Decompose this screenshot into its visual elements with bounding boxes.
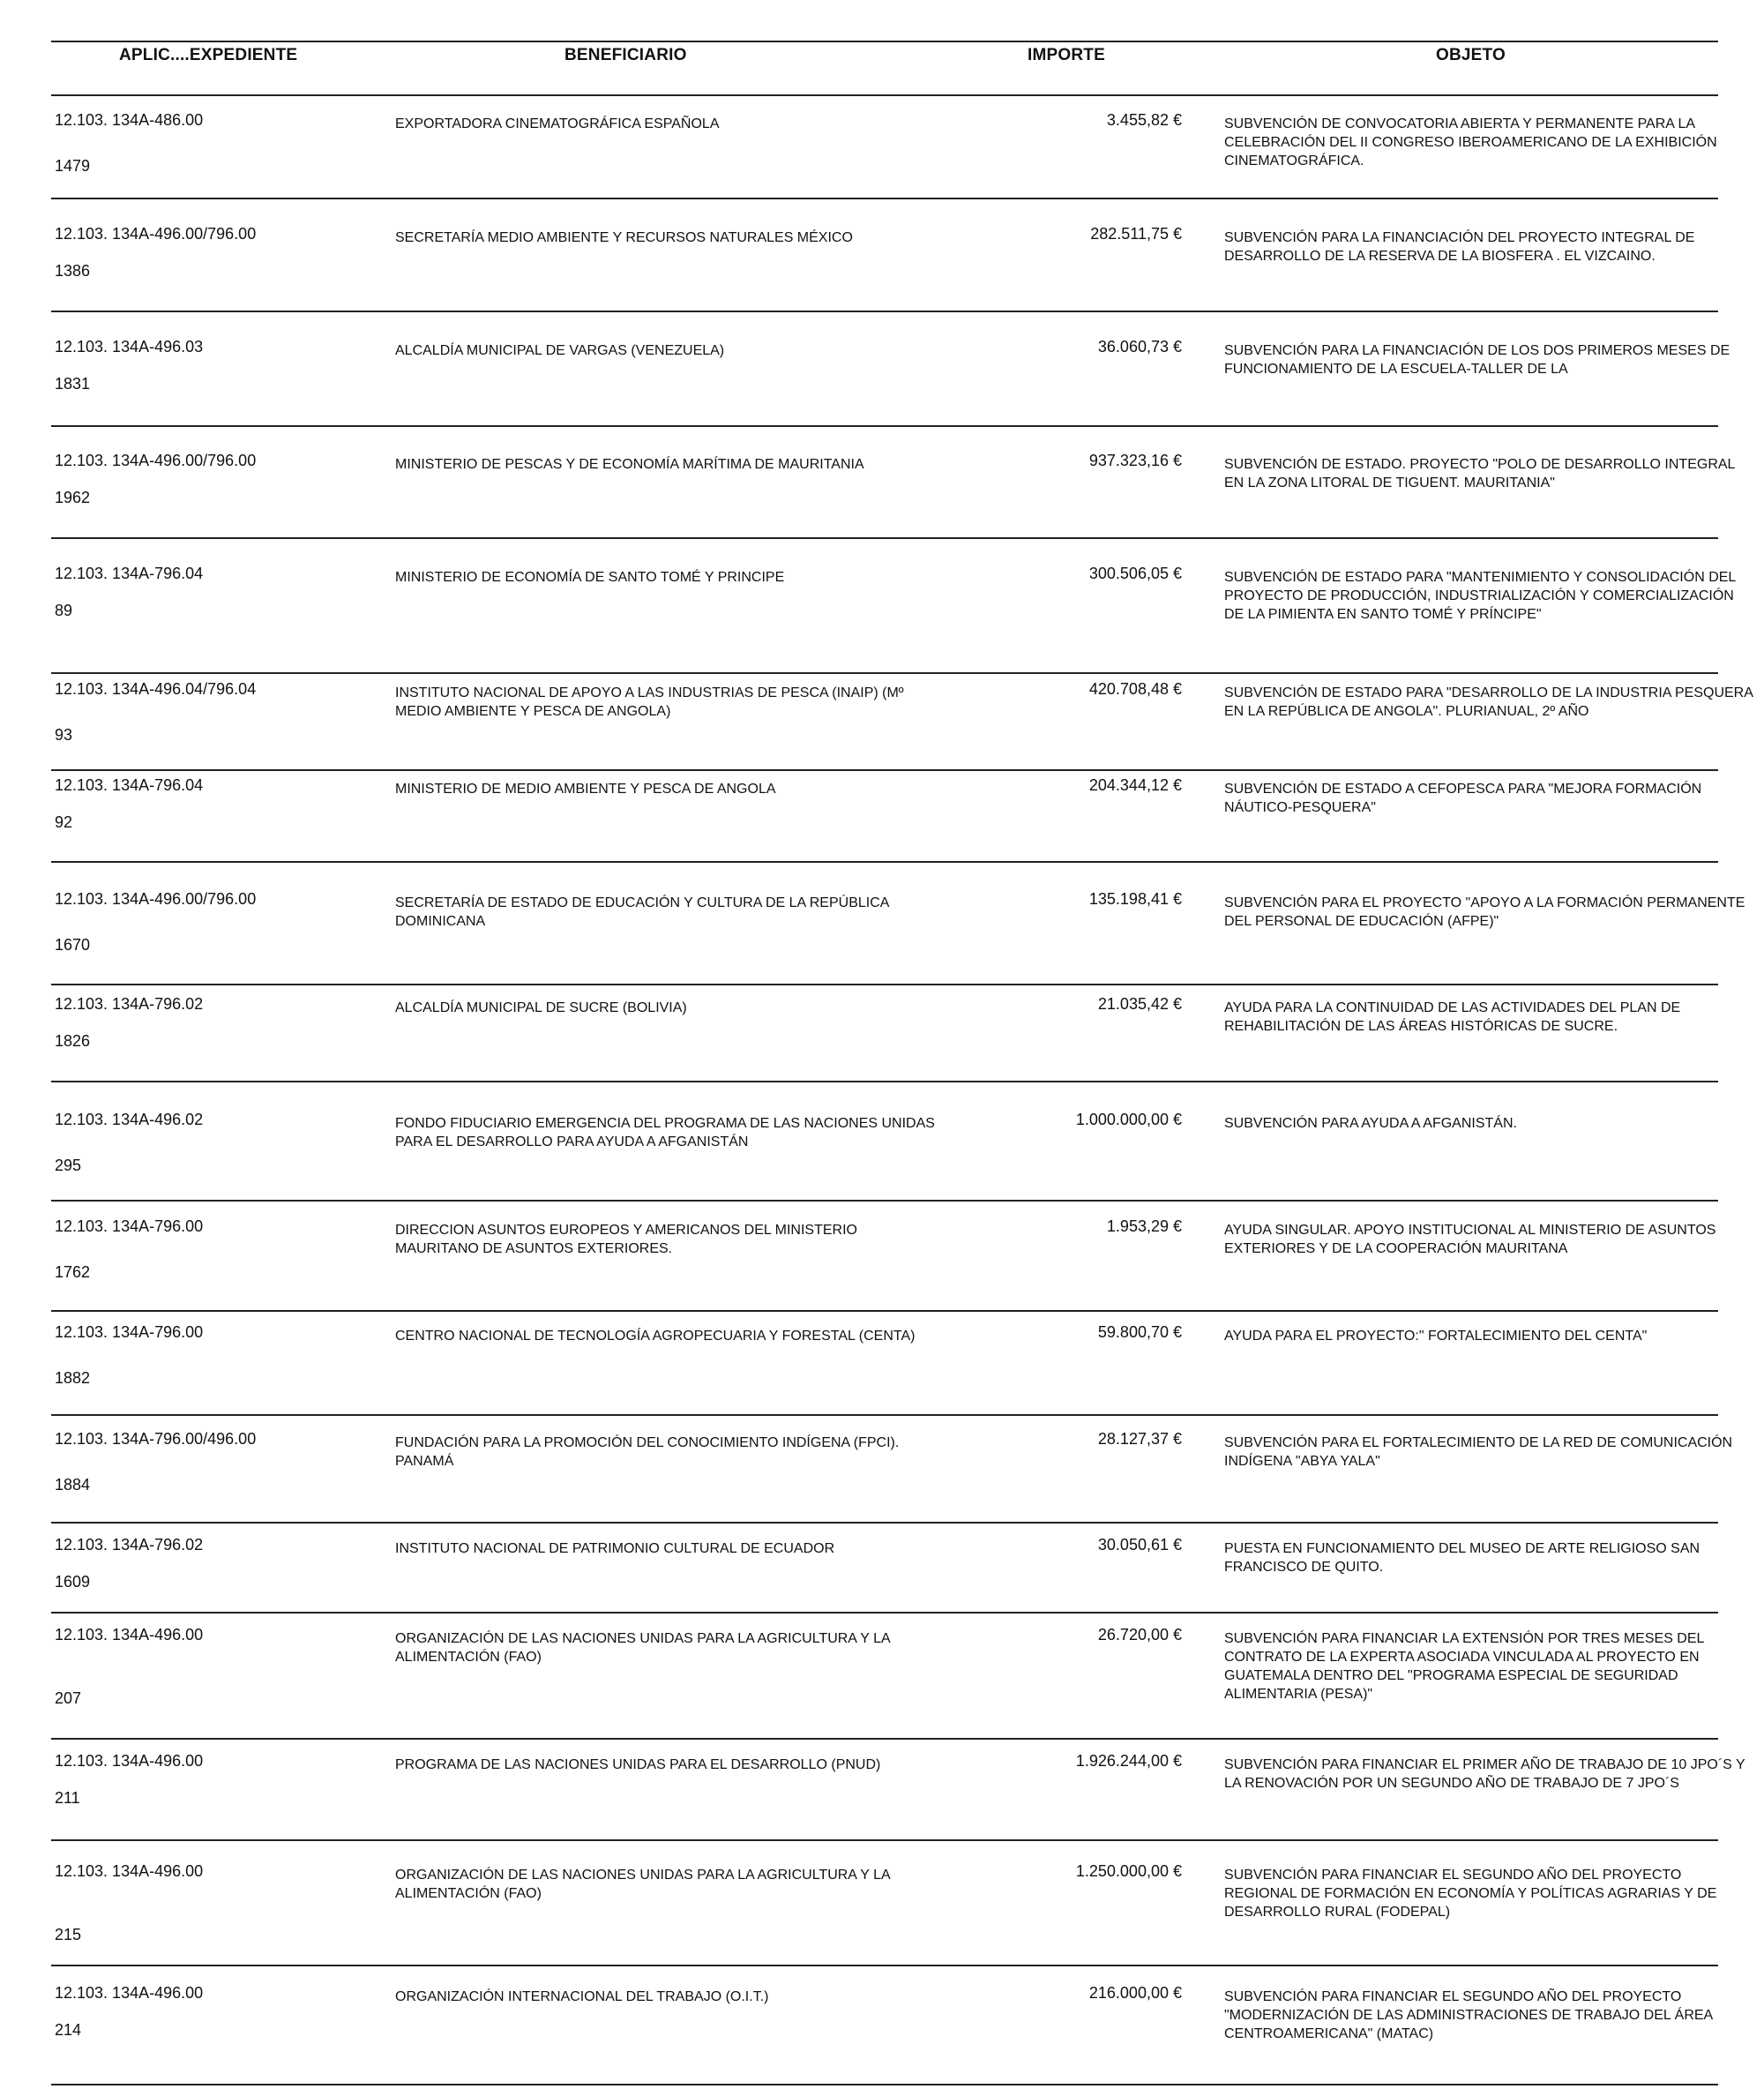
aplicacion-cell: 12.103. 134A-796.02 [55, 995, 204, 1013]
expediente-cell: 1831 [55, 375, 91, 393]
beneficiario-cell: FUNDACIÓN PARA LA PROMOCIÓN DEL CONOCIMIENTO INDÍGENA (FPCI). PANAMÁ [395, 1435, 900, 1469]
row-separator [51, 425, 1718, 427]
beneficiario-cell: ORGANIZACIÓN INTERNACIONAL DEL TRABAJO (O.I.T.) [395, 1989, 769, 2004]
aplicacion-cell: 12.103. 134A-496.00/796.00 [55, 225, 257, 243]
row-separator [51, 769, 1718, 771]
beneficiario-cell: ORGANIZACIÓN DE LAS NACIONES UNIDAS PARA LA AGRICULTURA Y LA ALIMENTACIÓN (FAO) [395, 1631, 890, 1665]
objeto-cell: SUBVENCIÓN PARA LA FINANCIACIÓN DEL PROYECTO INTEGRAL DE DESARROLLO DE LA RESERVA DE LA BIOSFERA . EL VIZCAINO. [1224, 230, 1695, 264]
importe-cell: 420.708,48 € [1088, 680, 1182, 698]
objeto-cell: SUBVENCIÓN PARA FINANCIAR LA EXTENSIÓN POR TRES MESES DEL CONTRATO DE LA EXPERTA ASOCIADA VINCULADA AL PROYECTO EN GUATEMALA DENTRO DEL "PROGRAMA ESPECIAL DE SEGURIDAD ALIMENTARIA (PESA)" [1224, 1631, 1704, 1702]
importe-cell: 135.198,41 € [1088, 890, 1182, 908]
aplicacion-cell: 12.103. 134A-496.02 [55, 1111, 204, 1128]
importe-cell: 3.455,82 € [1106, 111, 1182, 129]
row-separator [51, 198, 1718, 199]
expediente-cell: 1479 [55, 157, 91, 175]
objeto-cell: SUBVENCIÓN PARA EL FORTALECIMIENTO DE LA RED DE COMUNICACIÓN INDÍGENA "ABYA YALA" [1224, 1435, 1733, 1469]
importe-cell: 36.060,73 € [1097, 338, 1182, 356]
expediente-cell: 1762 [55, 1263, 91, 1281]
row-separator [51, 1081, 1718, 1082]
header-objeto: OBJETO [1436, 46, 1506, 64]
beneficiario-cell: MINISTERIO DE PESCAS Y DE ECONOMÍA MARÍTIMA DE MAURITANIA [395, 457, 864, 472]
row-separator [51, 1612, 1718, 1614]
row-separator [51, 537, 1718, 539]
objeto-cell: SUBVENCIÓN PARA AYUDA A AFGANISTÁN. [1224, 1116, 1517, 1131]
beneficiario-cell: INSTITUTO NACIONAL DE APOYO A LAS INDUSTRIAS DE PESCA (INAIP) (Mº MEDIO AMBIENTE Y PESCA DE ANGOLA) [395, 685, 904, 719]
expediente-cell: 1884 [55, 1476, 91, 1494]
beneficiario-cell: INSTITUTO NACIONAL DE PATRIMONIO CULTURAL DE ECUADOR [395, 1541, 835, 1556]
row-separator [51, 1310, 1718, 1312]
beneficiario-cell: SECRETARÍA MEDIO AMBIENTE Y RECURSOS NATURALES MÉXICO [395, 230, 853, 245]
importe-cell: 282.511,75 € [1090, 225, 1182, 243]
objeto-cell: SUBVENCIÓN DE ESTADO. PROYECTO "POLO DE DESARROLLO INTEGRAL EN LA ZONA LITORAL DE TIGUENT. MAURITANIA" [1224, 457, 1735, 490]
beneficiario-cell: ALCALDÍA MUNICIPAL DE VARGAS (VENEZUELA) [395, 343, 725, 358]
importe-cell: 204.344,12 € [1088, 776, 1182, 794]
beneficiario-cell: MINISTERIO DE MEDIO AMBIENTE Y PESCA DE ANGOLA [395, 782, 776, 797]
row-separator [51, 984, 1718, 985]
row-separator [51, 861, 1718, 863]
importe-cell: 59.800,70 € [1097, 1323, 1182, 1341]
beneficiario-cell: FONDO FIDUCIARIO EMERGENCIA DEL PROGRAMA DE LAS NACIONES UNIDAS PARA EL DESARROLLO PARA AYUDA A AFGANISTÁN [395, 1116, 935, 1149]
aplicacion-cell: 12.103. 134A-496.00 [55, 1752, 204, 1770]
row-separator [51, 672, 1718, 674]
aplicacion-cell: 12.103. 134A-796.02 [55, 1536, 204, 1554]
row-separator [51, 1200, 1718, 1202]
objeto-cell: AYUDA SINGULAR. APOYO INSTITUCIONAL AL MINISTERIO DE ASUNTOS EXTERIORES Y DE LA COOPERACIÓN MAURITANA [1224, 1223, 1716, 1256]
aplicacion-cell: 12.103. 134A-486.00 [55, 111, 204, 129]
header-importe: IMPORTE [1028, 46, 1105, 64]
aplicacion-cell: 12.103. 134A-496.04/796.04 [55, 680, 257, 698]
expediente-cell: 1609 [55, 1573, 91, 1591]
expediente-cell: 1826 [55, 1032, 91, 1050]
objeto-cell: SUBVENCIÓN DE ESTADO A CEFOPESCA PARA "MEJORA FORMACIÓN NÁUTICO-PESQUERA" [1224, 782, 1702, 815]
expediente-cell: 207 [55, 1689, 82, 1707]
beneficiario-cell: ORGANIZACIÓN DE LAS NACIONES UNIDAS PARA LA AGRICULTURA Y LA ALIMENTACIÓN (FAO) [395, 1868, 890, 1901]
importe-cell: 937.323,16 € [1088, 452, 1182, 469]
aplicacion-cell: 12.103. 134A-496.00 [55, 1626, 204, 1643]
row-separator [51, 1839, 1718, 1841]
row-separator [51, 1965, 1718, 1966]
objeto-cell: SUBVENCIÓN PARA FINANCIAR EL PRIMER AÑO DE TRABAJO DE 10 JPO´S Y LA RENOVACIÓN POR UN SEGUNDO AÑO DE TRABAJO DE 7 JPO´S [1224, 1757, 1745, 1791]
aplicacion-cell: 12.103. 134A-796.00 [55, 1323, 204, 1341]
expediente-cell: 92 [55, 813, 73, 831]
aplicacion-cell: 12.103. 134A-796.00 [55, 1217, 204, 1235]
row-separator [51, 2084, 1718, 2085]
objeto-cell: SUBVENCIÓN DE CONVOCATORIA ABIERTA Y PERMANENTE PARA LA CELEBRACIÓN DEL II CONGRESO IBEROAMERICANO DE LA EXHIBICIÓN CINEMATOGRÁFICA. [1224, 116, 1717, 168]
importe-cell: 1.000.000,00 € [1075, 1111, 1182, 1128]
objeto-cell: AYUDA PARA EL PROYECTO:" FORTALECIMIENTO DEL CENTA" [1224, 1329, 1648, 1344]
expediente-cell: 1962 [55, 489, 91, 506]
aplicacion-cell: 12.103. 134A-496.00 [55, 1984, 204, 2002]
importe-cell: 1.953,29 € [1106, 1217, 1182, 1235]
importe-cell: 30.050,61 € [1097, 1536, 1182, 1554]
importe-cell: 216.000,00 € [1088, 1984, 1182, 2002]
objeto-cell: SUBVENCIÓN PARA FINANCIAR EL SEGUNDO AÑO DEL PROYECTO "MODERNIZACIÓN DE LAS ADMINISTRACIONES DE TRABAJO DEL ÁREA CENTROAMERICANA" (MATAC) [1224, 1989, 1713, 2041]
objeto-cell: PUESTA EN FUNCIONAMIENTO DEL MUSEO DE ARTE RELIGIOSO SAN FRANCISCO DE QUITO. [1224, 1541, 1700, 1575]
importe-cell: 1.250.000,00 € [1075, 1862, 1182, 1880]
importe-cell: 1.926.244,00 € [1075, 1752, 1182, 1770]
objeto-cell: AYUDA PARA LA CONTINUIDAD DE LAS ACTIVIDADES DEL PLAN DE REHABILITACIÓN DE LAS ÁREAS HISTÓRICAS DE SUCRE. [1224, 1000, 1681, 1034]
aplicacion-cell: 12.103. 134A-496.00/796.00 [55, 452, 257, 469]
header-aplic-expediente: APLIC....EXPEDIENTE [119, 46, 298, 64]
beneficiario-cell: CENTRO NACIONAL DE TECNOLOGÍA AGROPECUARIA Y FORESTAL (CENTA) [395, 1329, 916, 1344]
aplicacion-cell: 12.103. 134A-496.03 [55, 338, 204, 356]
aplicacion-cell: 12.103. 134A-496.00 [55, 1862, 204, 1880]
header-top-rule [51, 41, 1718, 42]
beneficiario-cell: ALCALDÍA MUNICIPAL DE SUCRE (BOLIVIA) [395, 1000, 687, 1015]
aplicacion-cell: 12.103. 134A-496.00/796.00 [55, 890, 257, 908]
row-separator [51, 1522, 1718, 1524]
beneficiario-cell: PROGRAMA DE LAS NACIONES UNIDAS PARA EL DESARROLLO (PNUD) [395, 1757, 881, 1772]
objeto-cell: SUBVENCIÓN PARA LA FINANCIACIÓN DE LOS DOS PRIMEROS MESES DE FUNCIONAMIENTO DE LA ESCUELA-TALLER DE LA [1224, 343, 1730, 377]
beneficiario-cell: EXPORTADORA CINEMATOGRÁFICA ESPAÑOLA [395, 116, 720, 131]
aplicacion-cell: 12.103. 134A-796.00/496.00 [55, 1430, 257, 1448]
expediente-cell: 1882 [55, 1369, 91, 1387]
beneficiario-cell: MINISTERIO DE ECONOMÍA DE SANTO TOMÉ Y PRINCIPE [395, 570, 785, 585]
header-beneficiario: BENEFICIARIO [564, 46, 687, 64]
aplicacion-cell: 12.103. 134A-796.04 [55, 776, 204, 794]
objeto-cell: SUBVENCIÓN PARA FINANCIAR EL SEGUNDO AÑO DEL PROYECTO REGIONAL DE FORMACIÓN EN ECONOMÍA Y POLÍTICAS AGRARIAS Y DE DESARROLLO RURAL (FODEPAL) [1224, 1868, 1717, 1920]
expediente-cell: 1670 [55, 936, 91, 954]
row-separator [51, 1738, 1718, 1740]
objeto-cell: SUBVENCIÓN DE ESTADO PARA "DESARROLLO DE LA INDUSTRIA PESQUERA EN LA REPÚBLICA DE ANGOLA". PLURIANUAL, 2º AÑO [1224, 685, 1753, 719]
aplicacion-cell: 12.103. 134A-796.04 [55, 565, 204, 582]
expediente-cell: 295 [55, 1157, 82, 1174]
beneficiario-cell: DIRECCION ASUNTOS EUROPEOS Y AMERICANOS DEL MINISTERIO MAURITANO DE ASUNTOS EXTERIORES. [395, 1223, 857, 1256]
objeto-cell: SUBVENCIÓN PARA EL PROYECTO "APOYO A LA FORMACIÓN PERMANENTE DEL PERSONAL DE EDUCACIÓN (AFPE)" [1224, 895, 1745, 929]
expediente-cell: 211 [55, 1789, 80, 1807]
importe-cell: 300.506,05 € [1088, 565, 1182, 582]
row-separator [51, 1414, 1718, 1416]
beneficiario-cell: SECRETARÍA DE ESTADO DE EDUCACIÓN Y CULTURA DE LA REPÚBLICA DOMINICANA [395, 895, 889, 929]
objeto-cell: SUBVENCIÓN DE ESTADO PARA "MANTENIMIENTO Y CONSOLIDACIÓN DEL PROYECTO DE PRODUCCIÓN, INDUSTRIALIZACIÓN Y COMERCIALIZACIÓN DE LA PIMIENTA EN SANTO TOMÉ Y PRÍNCIPE" [1224, 570, 1736, 622]
expediente-cell: 93 [55, 726, 73, 744]
importe-cell: 21.035,42 € [1097, 995, 1182, 1013]
row-separator [51, 94, 1718, 96]
expediente-cell: 1386 [55, 262, 91, 280]
expediente-cell: 215 [55, 1926, 82, 1943]
expediente-cell: 214 [55, 2021, 82, 2039]
importe-cell: 26.720,00 € [1097, 1626, 1182, 1643]
row-separator [51, 311, 1718, 312]
expediente-cell: 89 [55, 602, 73, 619]
importe-cell: 28.127,37 € [1097, 1430, 1182, 1448]
